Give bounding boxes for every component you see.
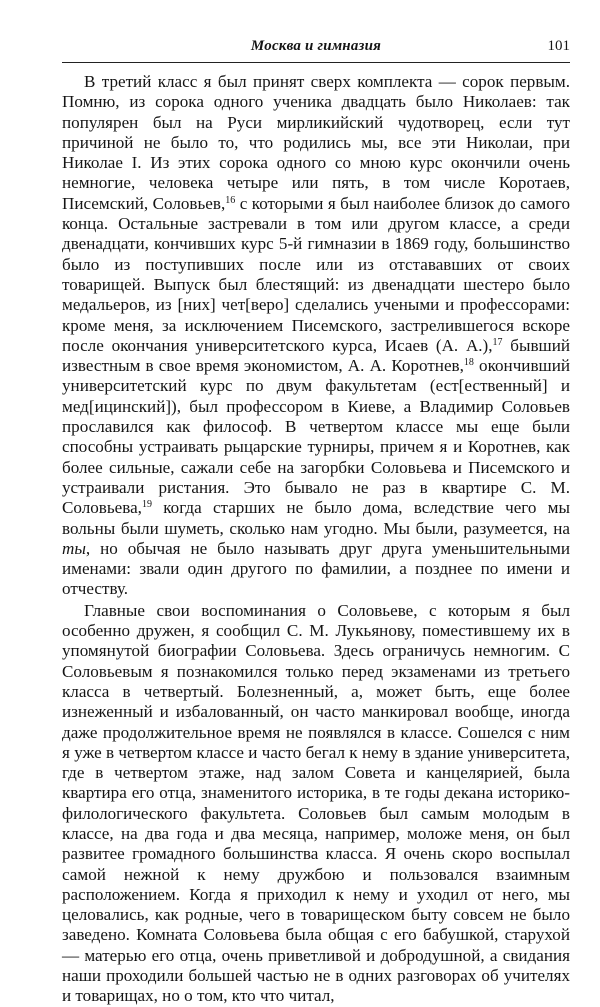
page-header	[62, 38, 570, 64]
paragraph	[62, 72, 570, 600]
paragraph-text: когда старших не было дома, вследствие чего мы вольны были шуметь, сколько нам угодно. Мы были, разумеется, на	[62, 498, 570, 538]
emphasis-text: ты	[62, 538, 86, 558]
footnote-marker: 19	[141, 499, 152, 511]
header-rule	[62, 62, 570, 63]
body-text	[62, 72, 570, 1007]
paragraph-text: В третий класс я был принят сверх комплекта — сорок первым. Помню, из сорока одного ученика двадцать было Николаев: так популярен был на Руси мирликийский чудотворец, если тут причиной не было то, что родились мы, все эти Николаи, при Николае I. Из этих сорока одного со мною курс окончили очень немногие, человека четыре или пять, в том числе Коротаев, Писемский, Соловьев,	[62, 72, 570, 213]
paragraph-text: Главные свои воспоминания о Соловьеве, с которым я был особенно дружен, я сообщил С. М. Лукьянову, поместившему их в упомянутой биографии Соловьева. Здесь ограничусь немногим. С Соловьевым я познакомился только перед экзаменами из третьего класса в четвертый. Болезненный, а, может быть, еще более изнеженный и избалованный, он часто манкировал вообще, иногда даже продолжительное время не появлялся в классе. Сошелся с ним я уже в четвертом классе и часто бегал к нему в здание университета, где в четвертом этаже, над залом Совета и канцелярией, была квартира его отца, знаменитого историка, в те годы декана историко-филологического факультета. Соловьев был самым молодым в классе, на два года и два месяца, например, моложе меня, он был развитее громадного большинства класса. Я очень скоро воспылал самой нежной к нему дружбою и пользовался взаимным расположением. Когда я приходил к нему и уходил от него, мы целовались, как родные, чего в товарищеском быту совсем не было заведено. Комната Соловьева была общая с его бабушкой, старухой — матерью его отца, очень приветливой и добродушной, а свидания наши проходили большей частью не в одних разговорах об учителях и товарищах, но о том, кто что читал,	[62, 600, 570, 1006]
paragraph-text: , но обычая не было называть друг друга уменьшительными именами: звали один другого по фамилии, а позднее по имени и отчеству.	[62, 538, 570, 599]
running-title: Москва и гимназия	[250, 38, 382, 54]
paragraph-text: с которыми я был наиболее близок до самого конца. Остальные застревали в том или другом классе, а среди двенадцати, кончивших курс 5-й гимназии в 1869 году, большинство было из поступивших после или из отстававших от своих товарищей. Выпуск был блестящий: из двенадцати шестеро было медальеров, из [них] чет[веро] сделались учеными и профессорами: кроме меня, за исключением Писемского, застрелившегося вскоре после окончания университетского курса, Исаев (А. А.),	[62, 193, 571, 355]
footnote-marker: 18	[463, 357, 474, 369]
paragraph	[62, 601, 570, 1007]
paragraph-text: окончивший университетский курс по двум факультетам (ест[ественный] и мед[ицинский]), был профессором в Киеве, а Владимир Соловьев прославился как философ. В четвертом классе мы еще были способны устраивать рыцарские турниры, причем я и Коротнев, как более сильные, сажали себе на загорбки Соловьева и Писемского и устраивали ристания. Это бывало не раз в квартире С. М. Соловьева,	[62, 356, 570, 518]
paragraph-text: бывший известным в свое время экономистом, А. А. Коротнев,	[62, 335, 570, 376]
footnote-marker: 16	[225, 194, 236, 206]
page-number: 101	[547, 38, 570, 54]
footnote-marker: 17	[492, 336, 503, 348]
